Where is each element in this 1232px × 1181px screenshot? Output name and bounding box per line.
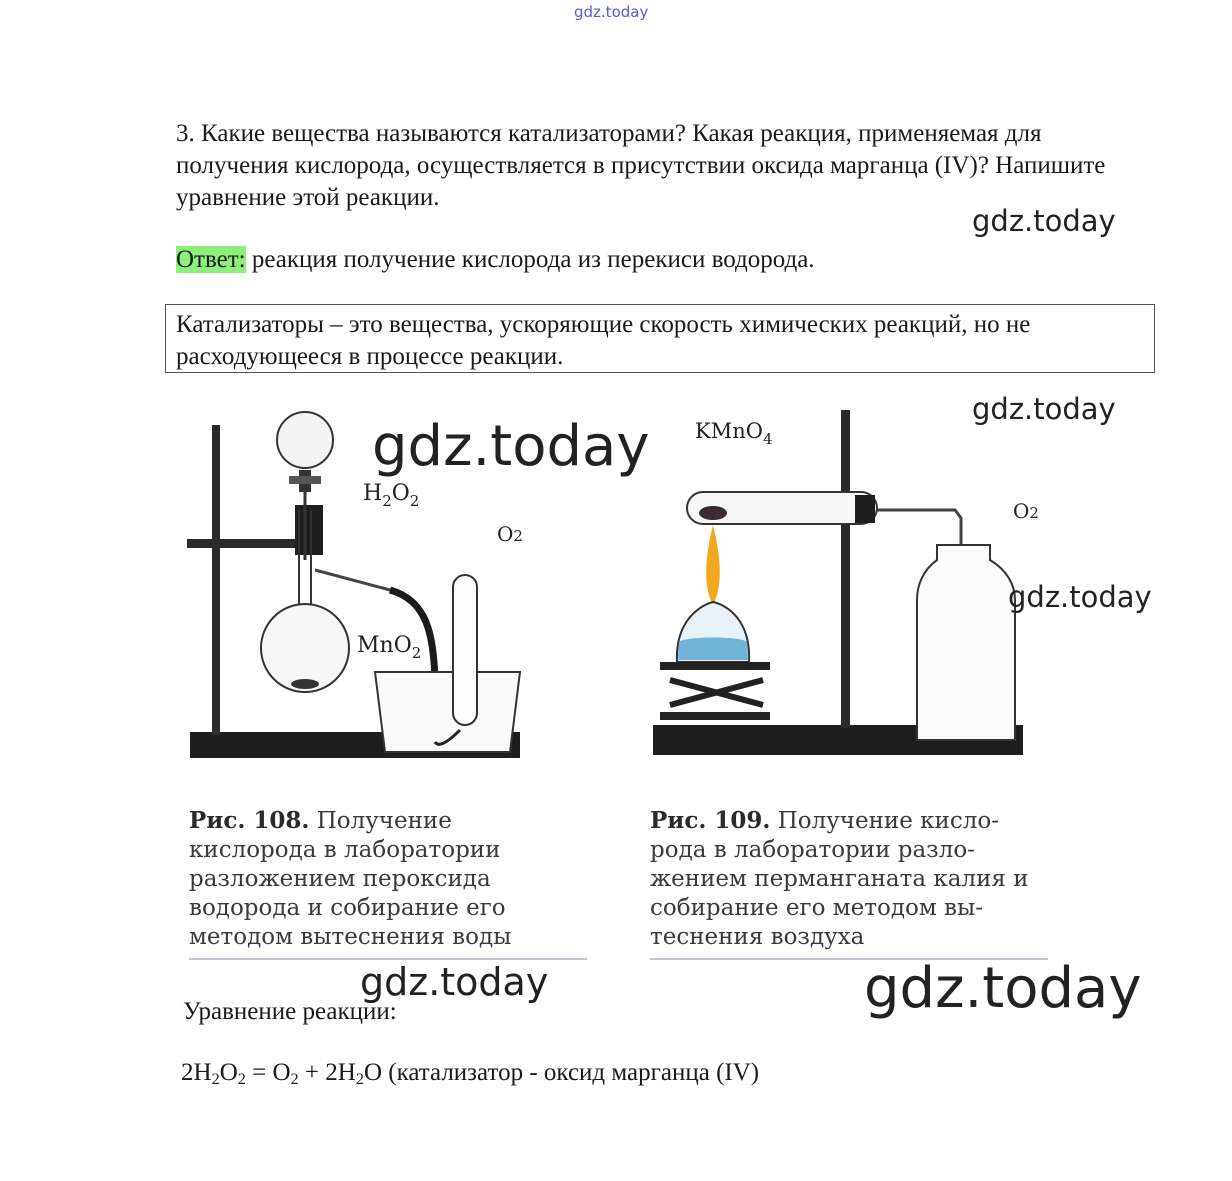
- caption-text: Получение кисло-рода в лаборатории разло-жением перманганата калия и собирание его методом вы-теснения воздуха: [650, 808, 1029, 950]
- label-kmno4: KMnO$_4$: [695, 419, 773, 448]
- watermark: gdz.today: [972, 392, 1116, 426]
- flame: [706, 525, 720, 605]
- kmno4-sample: [699, 506, 727, 520]
- label-o2: O2: [497, 522, 523, 546]
- reaction-equation: $2H_2O_2 = O_2 + 2H_2O$ (катализатор - оксид марганца (IV): [181, 1059, 760, 1089]
- watermark: gdz.today: [372, 414, 650, 479]
- watermark: gdz.today: [360, 960, 549, 1004]
- caption-number: Рис. 108.: [189, 807, 310, 834]
- label-o2: O2: [1013, 499, 1039, 523]
- equation-title: Уравнение реакции:: [183, 998, 397, 1025]
- label-mno2: MnO$_2$: [357, 633, 422, 662]
- figure-109-illustration: [645, 400, 1039, 770]
- answer-text: реакция получение кислорода из перекиси водорода.: [245, 246, 815, 273]
- question-text: 3. Какие вещества называются катализаторами? Какая реакция, применяемая для получения кислорода, осуществляется в присутствии оксида марганца (IV)? Напишите уравнение этой реакции.: [176, 120, 1106, 211]
- round-flask: [261, 604, 349, 692]
- lab-jack: [660, 662, 770, 670]
- dropping-funnel: [277, 412, 333, 468]
- stand-rod: [841, 410, 850, 728]
- lamp-liquid: [678, 638, 748, 661]
- figure-108-caption: [189, 806, 549, 952]
- label-h2o2: $H_2O_2$: [363, 481, 420, 510]
- collection-bottle: [917, 545, 1015, 740]
- caption-text: Получение кислорода в лаборатории разложением пероксида водорода и собирание его методом вытеснения воды: [189, 808, 512, 950]
- watermark: gdz.today: [972, 204, 1116, 238]
- definition-text: Катализаторы – это вещества, ускоряющие скорость химических реакций, но не расходующееся в процессе реакции.: [176, 311, 1031, 370]
- site-link[interactable]: gdz.today: [574, 3, 649, 21]
- answer-line: [176, 244, 815, 276]
- stand-rod: [212, 425, 220, 735]
- gas-tube: [315, 570, 390, 590]
- clamp-holder: [855, 495, 875, 523]
- watermark: gdz.today: [864, 956, 1142, 1021]
- watermark: gdz.today: [1008, 580, 1152, 614]
- answer-label: Ответ:: [176, 246, 246, 273]
- caption-number: Рис. 109.: [650, 807, 771, 834]
- figure-109-caption: [650, 806, 1045, 952]
- collection-tube: [453, 575, 477, 725]
- mno2-catalyst: [291, 679, 319, 689]
- definition-box: [165, 304, 1155, 373]
- funnel-tap: [289, 476, 321, 484]
